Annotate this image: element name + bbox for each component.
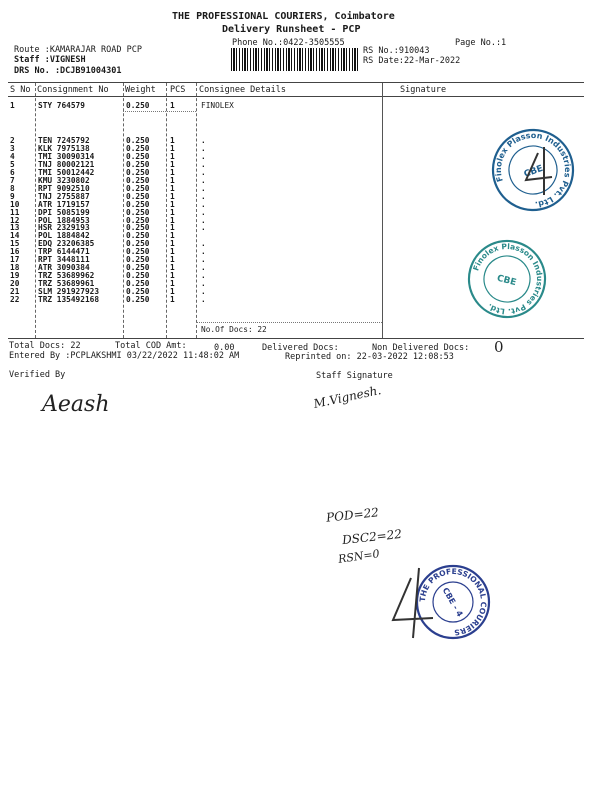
- courier-stamp: [383, 560, 493, 644]
- table-header-border: [8, 96, 584, 97]
- finolex-stamp-2: [464, 236, 550, 322]
- row-sno: 17: [10, 255, 20, 265]
- row-consignment: TRZ 135492168: [38, 295, 100, 304]
- row-pcs: 1: [170, 231, 175, 241]
- row-sno: 15: [10, 239, 20, 249]
- row-details: .: [201, 183, 206, 193]
- stamp-ring-text: Finolex Plasson Industries Pvt. Ltd.: [471, 241, 545, 317]
- row-sno: 22: [10, 295, 20, 304]
- row-weight: 0.250: [126, 167, 150, 177]
- staff-signature-label: Staff Signature: [316, 371, 393, 381]
- row-pcs: 1: [170, 159, 175, 169]
- row-sno: 10: [10, 199, 20, 209]
- row-weight: 0.250: [126, 279, 150, 289]
- stamp-center-text: CBE: [495, 273, 518, 289]
- row-consignment: POL 1884953: [38, 215, 90, 225]
- row-pcs: 1: [170, 151, 175, 161]
- row-details: .: [201, 167, 206, 177]
- row-details: .: [201, 199, 206, 209]
- row-consignment: TMI 30090314: [38, 151, 95, 161]
- handwritten-note-rsn: RSN=0: [337, 547, 381, 566]
- row-sno: 3: [10, 143, 15, 153]
- docs-divider: [196, 322, 382, 323]
- row-consignment: RPT 3448111: [38, 255, 90, 265]
- row-pcs: 1: [170, 167, 175, 177]
- col-divider: [382, 83, 383, 338]
- row-consignment: STY 764579: [38, 101, 85, 110]
- non-delivered-docs: Non Delivered Docs:: [372, 343, 470, 353]
- row-sno: 11: [10, 207, 20, 217]
- row-weight: 0.250: [126, 143, 150, 153]
- finolex-stamp-1: [488, 125, 578, 215]
- non-delivered-value: 0: [494, 338, 504, 356]
- row-pcs: 1: [170, 247, 175, 257]
- row-sno: 9: [10, 191, 15, 201]
- row-details: .: [201, 223, 206, 233]
- row-consignment: TNJ 80002121: [38, 159, 95, 169]
- row-weight: 0.250: [126, 287, 150, 297]
- rs-number: RS No.:910043: [363, 46, 430, 56]
- row-sno: 19: [10, 271, 20, 281]
- row-consignment: EDQ 23206385: [38, 239, 95, 249]
- row-pcs: 1: [170, 143, 175, 153]
- row-pcs: 1: [170, 255, 175, 265]
- runsheet-title: Delivery Runsheet - PCP: [222, 24, 361, 35]
- row-consignment: ATR 3090384: [38, 263, 90, 273]
- verified-by-label: Verified By: [9, 370, 66, 380]
- delivered-docs: Delivered Docs:: [262, 343, 339, 353]
- row-consignment: ATR 1719157: [38, 199, 90, 209]
- drs-number: DRS No. :DCJB91004301: [14, 66, 122, 76]
- row-consignment: RPT 9092510: [38, 183, 90, 193]
- header-consignment: Consignment No: [37, 85, 109, 95]
- row-pcs: 1: [170, 175, 175, 185]
- row-sno: 14: [10, 231, 20, 241]
- row-sno: 21: [10, 287, 20, 297]
- row-details: .: [201, 287, 206, 297]
- handwritten-note-dsc: DSC2=22: [341, 526, 403, 548]
- col-divider: [123, 83, 124, 338]
- row-pcs: 1: [170, 295, 175, 304]
- row-consignment: TRZ 53689961: [38, 279, 95, 289]
- row-weight: 0.250: [126, 231, 150, 241]
- row-weight: 0.250: [126, 223, 150, 233]
- row-pcs: 1: [170, 183, 175, 193]
- row-weight: 0.250: [126, 239, 150, 249]
- row-weight: 0.250: [126, 191, 150, 201]
- row-weight: 0.250: [126, 247, 150, 257]
- row-sno: 8: [10, 183, 15, 193]
- row-consignment: TMI 50012442: [38, 167, 95, 177]
- reprinted-on: Reprinted on: 22-03-2022 12:08:53: [285, 352, 454, 362]
- company-title: THE PROFESSIONAL COURIERS, Coimbatore: [172, 11, 395, 22]
- row-sno: 2: [10, 136, 15, 145]
- row-details: .: [201, 159, 206, 169]
- row-sno: 4: [10, 151, 15, 161]
- row-pcs: 1: [170, 271, 175, 281]
- total-cod-value: 0.00: [214, 343, 235, 353]
- stamp-ring-text: THE PROFESSIONAL COURIERS: [417, 566, 489, 638]
- row-consignment: TRP 6144471: [38, 247, 90, 257]
- row-details: .: [201, 207, 206, 217]
- row-details: .: [201, 255, 206, 265]
- row-pcs: 1: [170, 207, 175, 217]
- route-label: Route :KAMARAJAR ROAD PCP: [14, 45, 142, 55]
- row-sno: 6: [10, 167, 15, 177]
- row-consignment: POL 1884842: [38, 231, 90, 241]
- row-details: FINOLEX: [201, 101, 234, 110]
- row-sno: 1: [10, 101, 15, 110]
- row-weight: 0.250: [126, 101, 150, 110]
- row-consignment: TNJ 2755887: [38, 191, 90, 201]
- row-weight: 0.250: [126, 136, 150, 145]
- row-sno: 16: [10, 247, 20, 257]
- row-weight: 0.250: [126, 183, 150, 193]
- row-details: .: [201, 143, 206, 153]
- row-sno: 18: [10, 263, 20, 273]
- row-pcs: 1: [170, 239, 175, 249]
- row-details: .: [201, 263, 206, 273]
- total-docs: Total Docs: 22: [9, 341, 81, 351]
- row-details: .: [201, 295, 206, 304]
- row-pcs: 1: [170, 136, 175, 145]
- row-details: .: [201, 175, 206, 185]
- handwritten-note-pod: POD=22: [325, 505, 380, 525]
- row-pcs: 1: [170, 215, 175, 225]
- header-sno: S No: [10, 85, 31, 95]
- total-cod-label: Total COD Amt:: [115, 341, 187, 351]
- row-pcs: 1: [170, 191, 175, 201]
- table-top-border: [8, 82, 584, 83]
- row-weight: 0.250: [126, 151, 150, 161]
- verifier-signature: Aeash: [42, 392, 110, 417]
- row-details: .: [201, 136, 206, 145]
- row-pcs: 1: [170, 223, 175, 233]
- row-pcs: 1: [170, 287, 175, 297]
- row-consignment: DPI 5085199: [38, 207, 90, 217]
- row-details: .: [201, 271, 206, 281]
- row-weight: 0.250: [126, 295, 150, 304]
- stamp-ring-text: Finolex Plasson Industries Pvt. Ltd.: [493, 130, 573, 209]
- no-of-docs: No.Of Docs: 22: [201, 325, 267, 334]
- row-sno: 5: [10, 159, 15, 169]
- col-divider: [35, 83, 36, 338]
- page-number: Page No.:1: [455, 38, 507, 48]
- row-pcs: 1: [170, 101, 175, 110]
- row-details: .: [201, 151, 206, 161]
- row-weight: 0.250: [126, 175, 150, 185]
- row-weight: 0.250: [126, 255, 150, 265]
- row-details: .: [201, 247, 206, 257]
- row-sno: 20: [10, 279, 20, 289]
- row-weight: 0.250: [126, 271, 150, 281]
- rs-date: RS Date:22-Mar-2022: [363, 56, 461, 66]
- row-sno: 7: [10, 175, 15, 185]
- row-weight: 0.250: [126, 263, 150, 273]
- row-consignment: HSR 2329193: [38, 223, 90, 233]
- row-weight: 0.250: [126, 199, 150, 209]
- row-weight: 0.250: [126, 215, 150, 225]
- row-pcs: 1: [170, 263, 175, 273]
- row-consignment: SLM 291927923: [38, 287, 100, 297]
- barcode: [231, 48, 359, 71]
- row-details: .: [201, 191, 206, 201]
- header-weight: Weight: [125, 85, 156, 95]
- row-consignment: TEN 7245792: [38, 136, 90, 145]
- row-details: .: [201, 239, 206, 249]
- header-consignee: Consignee Details: [199, 85, 286, 95]
- row-pcs: 1: [170, 199, 175, 209]
- stamp-center-text: CBE: [522, 163, 545, 180]
- phone-number: Phone No.:0422-3505555: [232, 38, 345, 48]
- row-consignment: KLK 7975138: [38, 143, 90, 153]
- row-details: .: [201, 279, 206, 289]
- header-pcs: PCS: [170, 85, 186, 95]
- col-divider: [166, 83, 167, 338]
- row-weight: 0.250: [126, 159, 150, 169]
- row-details: .: [201, 215, 206, 225]
- staff-signature: M.Vignesh.: [312, 383, 383, 411]
- stamp-center-text: CBE - 4: [440, 586, 465, 619]
- row-sno: 13: [10, 223, 20, 233]
- row-consignment: TRZ 53689962: [38, 271, 95, 281]
- header-signature: Signature: [400, 85, 447, 95]
- row-divider: [123, 111, 196, 112]
- staff-label: Staff :VIGNESH: [14, 55, 86, 65]
- row-sno: 12: [10, 215, 20, 225]
- entered-by: Entered By :PCPLAKSHMI 03/22/2022 11:48:02 AM: [9, 351, 240, 361]
- row-consignment: KMU 3230802: [38, 175, 90, 185]
- row-pcs: 1: [170, 279, 175, 289]
- col-divider: [196, 83, 197, 338]
- row-weight: 0.250: [126, 207, 150, 217]
